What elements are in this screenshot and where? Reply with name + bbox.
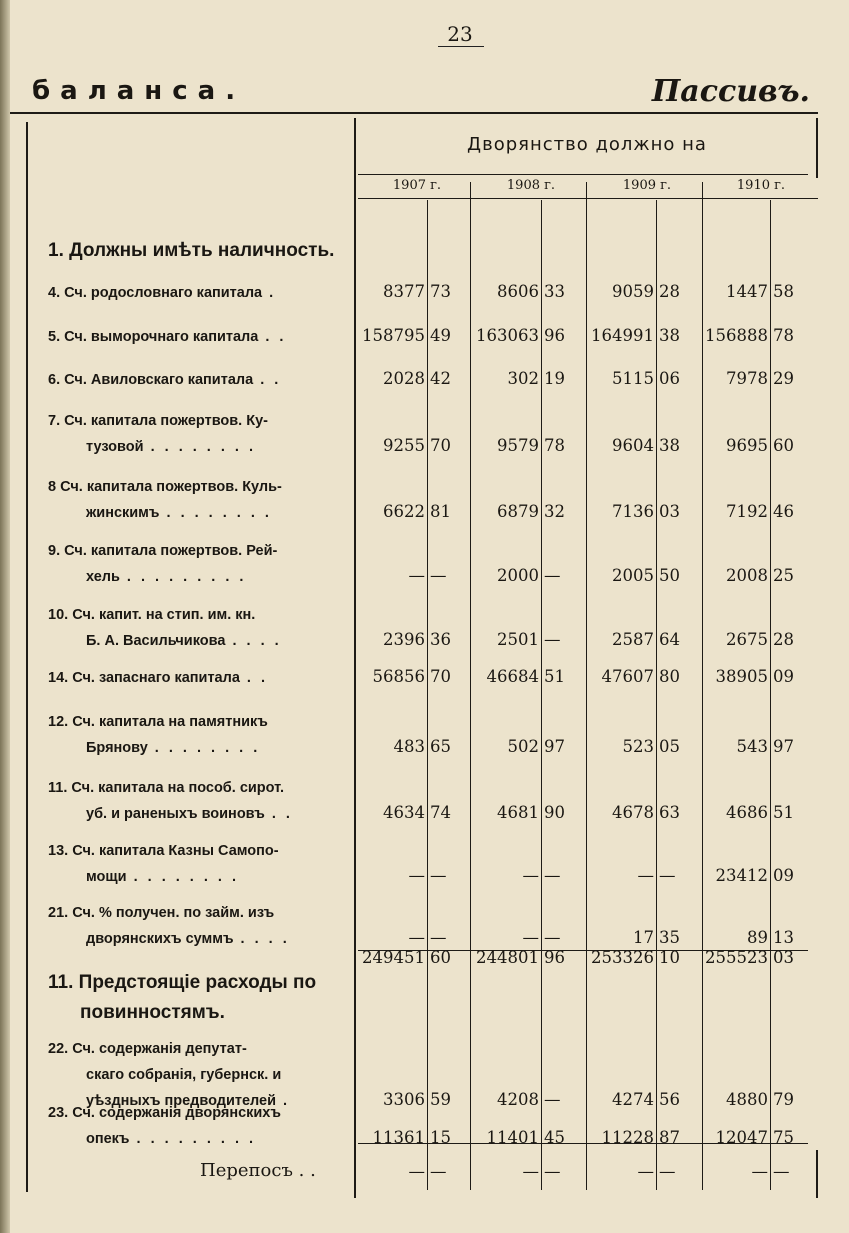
rouble-value: 2501 bbox=[497, 630, 539, 649]
rouble-value: — bbox=[408, 866, 425, 885]
rouble-value: 9604 bbox=[612, 436, 654, 455]
page-edge bbox=[0, 0, 10, 1233]
kopeck-value: 49 bbox=[430, 326, 451, 345]
section-text: Должны имѣть наличность. bbox=[69, 240, 335, 261]
rouble-value: 17 bbox=[633, 928, 654, 947]
kopeck-value: 96 bbox=[544, 948, 565, 967]
kopeck-value: — bbox=[544, 866, 561, 885]
kopeck-value: 13 bbox=[773, 928, 794, 947]
row-number: 4. bbox=[48, 285, 65, 301]
kopeck-value: — bbox=[430, 1162, 447, 1181]
rouble-value: 8606 bbox=[497, 282, 539, 301]
rouble-value: — bbox=[637, 1162, 654, 1181]
leader-dots: . . . . bbox=[225, 633, 282, 649]
row-label-line: жинскимъ . . . . . . . . bbox=[86, 505, 272, 521]
section-text-line2: повинностямъ. bbox=[80, 1002, 225, 1023]
year-rule-top bbox=[358, 174, 808, 175]
row-label bbox=[48, 709, 354, 761]
rouble-value: 163063 bbox=[476, 326, 539, 345]
row-label bbox=[48, 1100, 354, 1152]
kopeck-value: — bbox=[659, 866, 676, 885]
row-label-line: Брянову . . . . . . . . bbox=[86, 740, 261, 756]
rouble-value: 9255 bbox=[383, 436, 425, 455]
rouble-value: 2675 bbox=[726, 630, 768, 649]
year-1910: 1910 г. bbox=[736, 178, 786, 193]
rouble-value: 4208 bbox=[497, 1090, 539, 1109]
section-heading-1 bbox=[48, 236, 354, 266]
rouble-value: 244801 bbox=[476, 948, 539, 967]
leader-dots: . bbox=[262, 285, 277, 301]
rouble-value: 1447 bbox=[726, 282, 768, 301]
row-label bbox=[48, 408, 354, 460]
col-sep bbox=[586, 182, 587, 1190]
kopeck-value: 38 bbox=[659, 326, 680, 345]
kopeck-value: — bbox=[430, 566, 447, 585]
kopeck-value: 65 bbox=[430, 737, 451, 756]
kopeck-value: 03 bbox=[659, 502, 680, 521]
rouble-value: 523 bbox=[622, 737, 654, 756]
rouble-value: 4880 bbox=[726, 1090, 768, 1109]
kopeck-value: 36 bbox=[430, 630, 451, 649]
rouble-value: 6879 bbox=[497, 502, 539, 521]
row-label-line: Сч. выморочнаго капитала . . bbox=[64, 329, 287, 345]
row-label bbox=[48, 900, 354, 952]
row-label-line: хель . . . . . . . . . bbox=[86, 569, 247, 585]
rouble-value: 2396 bbox=[383, 630, 425, 649]
leader-dots: . . . . . . . . . bbox=[129, 1131, 257, 1147]
kopeck-value: 63 bbox=[659, 803, 680, 822]
row-label bbox=[48, 280, 354, 306]
rouble-value: — bbox=[408, 1162, 425, 1181]
row-number: 7. bbox=[48, 413, 65, 429]
row-label-line: уѣздныхъ предводителей . bbox=[86, 1093, 291, 1109]
col-sep bbox=[656, 200, 657, 1190]
row-label-line: мощи . . . . . . . . bbox=[86, 869, 240, 885]
rouble-value: 5115 bbox=[612, 369, 654, 388]
kopeck-value: 70 bbox=[430, 667, 451, 686]
leader-dots: . . . . . . . . bbox=[126, 869, 240, 885]
rouble-value: 47607 bbox=[601, 667, 654, 686]
row-label-line: опекъ . . . . . . . . . bbox=[86, 1131, 257, 1147]
row-number: 12. bbox=[48, 714, 73, 730]
rouble-value: 4678 bbox=[612, 803, 654, 822]
footer-label-text: Перепосъ bbox=[200, 1160, 293, 1181]
rouble-value: 7136 bbox=[612, 502, 654, 521]
rouble-value: — bbox=[522, 1162, 539, 1181]
rouble-value: 11401 bbox=[486, 1128, 539, 1147]
rouble-value: 255523 bbox=[705, 948, 768, 967]
kopeck-value: 45 bbox=[544, 1128, 565, 1147]
kopeck-value: 64 bbox=[659, 630, 680, 649]
row-number: 9. bbox=[48, 543, 65, 559]
kopeck-value: — bbox=[430, 928, 447, 947]
rouble-value: — bbox=[522, 866, 539, 885]
kopeck-value: 19 bbox=[544, 369, 565, 388]
row-label-line: тузовой . . . . . . . . bbox=[86, 439, 257, 455]
kopeck-value: 90 bbox=[544, 803, 565, 822]
kopeck-value: 73 bbox=[430, 282, 451, 301]
kopeck-value: 38 bbox=[659, 436, 680, 455]
page-number-underline bbox=[438, 46, 484, 47]
rouble-value: 9579 bbox=[497, 436, 539, 455]
row-label bbox=[48, 324, 354, 350]
kopeck-value: — bbox=[544, 1090, 561, 1109]
kopeck-value: 50 bbox=[659, 566, 680, 585]
kopeck-value: 03 bbox=[773, 948, 794, 967]
kopeck-value: 78 bbox=[773, 326, 794, 345]
section-text: Предстоящіе расходы по bbox=[78, 972, 317, 993]
kopeck-value: 15 bbox=[430, 1128, 451, 1147]
kopeck-value: 25 bbox=[773, 566, 794, 585]
row-number: 6. bbox=[48, 372, 65, 388]
row-label bbox=[48, 602, 354, 654]
col-sep bbox=[470, 182, 471, 1190]
rouble-value: 249451 bbox=[362, 948, 425, 967]
rouble-value: 46684 bbox=[486, 667, 539, 686]
leader-dots: . . bbox=[239, 670, 269, 686]
leader-dots: . . bbox=[264, 806, 293, 822]
leader-dots: . . bbox=[258, 329, 287, 345]
rouble-value: 56856 bbox=[372, 667, 425, 686]
row-number: 22. bbox=[48, 1041, 73, 1057]
kopeck-value: 51 bbox=[544, 667, 565, 686]
kopeck-value: 96 bbox=[544, 326, 565, 345]
row-label bbox=[48, 838, 354, 890]
col-sep bbox=[541, 200, 542, 1190]
leader-dots: . . . . bbox=[233, 931, 290, 947]
kopeck-value: 60 bbox=[773, 436, 794, 455]
row-label-line: скаго собранія, губернск. и bbox=[86, 1067, 282, 1083]
section-num: 11. bbox=[48, 972, 74, 993]
year-1909: 1909 г. bbox=[622, 178, 672, 193]
kopeck-value: 10 bbox=[659, 948, 680, 967]
kopeck-value: — bbox=[773, 1162, 790, 1181]
kopeck-value: 32 bbox=[544, 502, 565, 521]
kopeck-value: 05 bbox=[659, 737, 680, 756]
kopeck-value: — bbox=[659, 1162, 676, 1181]
rouble-value: 4274 bbox=[612, 1090, 654, 1109]
kopeck-value: 51 bbox=[773, 803, 794, 822]
row-label-line: Сч. капитала Казны Самопо- bbox=[72, 843, 279, 859]
kopeck-value: — bbox=[544, 566, 561, 585]
left-border bbox=[26, 122, 28, 1192]
rouble-value: 2587 bbox=[612, 630, 654, 649]
rouble-value: 4686 bbox=[726, 803, 768, 822]
rouble-value: 2008 bbox=[726, 566, 768, 585]
right-border-top bbox=[816, 118, 818, 178]
rouble-value: 158795 bbox=[362, 326, 425, 345]
table-title: Дворянство должно на bbox=[467, 134, 707, 155]
kopeck-value: 79 bbox=[773, 1090, 794, 1109]
rouble-value: 11361 bbox=[372, 1128, 425, 1147]
footer-label bbox=[200, 1160, 316, 1181]
rouble-value: 38905 bbox=[715, 667, 768, 686]
kopeck-value: 80 bbox=[659, 667, 680, 686]
kopeck-value: 70 bbox=[430, 436, 451, 455]
kopeck-value: 42 bbox=[430, 369, 451, 388]
kopeck-value: 74 bbox=[430, 803, 451, 822]
rouble-value: 9059 bbox=[612, 282, 654, 301]
header-right: Пассивъ. bbox=[651, 74, 810, 109]
kopeck-value: 60 bbox=[430, 948, 451, 967]
row-label-line: Сч. родословнаго капитала . bbox=[64, 285, 277, 301]
header-left: баланса. bbox=[32, 76, 246, 106]
rouble-value: 4634 bbox=[383, 803, 425, 822]
row-label bbox=[48, 775, 354, 827]
rouble-value: 502 bbox=[507, 737, 539, 756]
leader-dots: . bbox=[276, 1093, 291, 1109]
row-number: 5. bbox=[48, 329, 65, 345]
rouble-value: 7978 bbox=[726, 369, 768, 388]
year-rule-bottom bbox=[358, 198, 818, 199]
rouble-value: 483 bbox=[393, 737, 425, 756]
kopeck-value: 58 bbox=[773, 282, 794, 301]
rouble-value: 2000 bbox=[497, 566, 539, 585]
kopeck-value: 59 bbox=[430, 1090, 451, 1109]
row-number: 13. bbox=[48, 843, 73, 859]
kopeck-value: — bbox=[544, 1162, 561, 1181]
row-label bbox=[48, 665, 354, 691]
footer-dots: . . bbox=[292, 1160, 316, 1181]
kopeck-value: 33 bbox=[544, 282, 565, 301]
row-number: 10. bbox=[48, 607, 73, 623]
row-number: 23. bbox=[48, 1105, 73, 1121]
row-label bbox=[48, 538, 354, 590]
rouble-value: — bbox=[522, 928, 539, 947]
rouble-value: 543 bbox=[736, 737, 768, 756]
row-label-line: уб. и раненыхъ воиновъ . . bbox=[86, 806, 293, 822]
kopeck-value: 56 bbox=[659, 1090, 680, 1109]
section-num: 1. bbox=[48, 240, 64, 261]
rouble-value: 6622 bbox=[383, 502, 425, 521]
kopeck-value: — bbox=[544, 630, 561, 649]
rouble-value: 7192 bbox=[726, 502, 768, 521]
leader-dots: . . bbox=[253, 372, 282, 388]
rouble-value: 302 bbox=[507, 369, 539, 388]
row-label-line: Сч. капитала пожертвов. Ку- bbox=[64, 413, 268, 429]
kopeck-value: — bbox=[430, 866, 447, 885]
row-label-line: дворянскихъ суммъ . . . . bbox=[86, 931, 290, 947]
row-label-line: Сч. запаснаго капитала . . bbox=[72, 670, 269, 686]
rouble-value: — bbox=[408, 566, 425, 585]
col-sep bbox=[770, 200, 771, 1190]
row-number: 11. bbox=[48, 780, 72, 796]
row-number: 14. bbox=[48, 670, 73, 686]
rouble-value: — bbox=[637, 866, 654, 885]
col-sep bbox=[427, 200, 428, 1190]
row-label-line: Сч. капит. на стип. им. кн. bbox=[72, 607, 256, 623]
page-number: 23 bbox=[447, 22, 473, 46]
right-border-bottom bbox=[816, 1150, 818, 1198]
year-1907: 1907 г. bbox=[392, 178, 442, 193]
kopeck-value: 35 bbox=[659, 928, 680, 947]
rouble-value: 23412 bbox=[715, 866, 768, 885]
section-heading-2 bbox=[48, 968, 354, 1028]
row-label-line: Сч. капитала пожертвов. Куль- bbox=[60, 479, 282, 495]
row-label bbox=[48, 474, 354, 526]
row-label-line: Сч. капитала пожертвов. Рей- bbox=[64, 543, 278, 559]
rouble-value: 11228 bbox=[601, 1128, 654, 1147]
kopeck-value: 29 bbox=[773, 369, 794, 388]
leader-dots: . . . . . . . . bbox=[147, 740, 261, 756]
label-divider bbox=[354, 118, 356, 1198]
kopeck-value: 46 bbox=[773, 502, 794, 521]
rouble-value: 12047 bbox=[715, 1128, 768, 1147]
year-1908: 1908 г. bbox=[506, 178, 556, 193]
row-label-line: Сч. капитала на пособ. сирот. bbox=[71, 780, 285, 796]
top-rule bbox=[10, 112, 818, 114]
row-label-line: Сч. содержанія депутат- bbox=[72, 1041, 247, 1057]
row-number: 8 bbox=[48, 479, 61, 495]
col-sep bbox=[702, 182, 703, 1190]
row-label-line: Сч. Авиловскаго капитала . . bbox=[64, 372, 282, 388]
leader-dots: . . . . . . . . bbox=[143, 439, 257, 455]
kopeck-value: 75 bbox=[773, 1128, 794, 1147]
kopeck-value: 97 bbox=[773, 737, 794, 756]
rouble-value: 2005 bbox=[612, 566, 654, 585]
kopeck-value: 78 bbox=[544, 436, 565, 455]
rouble-value: 3306 bbox=[383, 1090, 425, 1109]
rouble-value: 2028 bbox=[383, 369, 425, 388]
kopeck-value: 09 bbox=[773, 667, 794, 686]
rouble-value: 4681 bbox=[497, 803, 539, 822]
rouble-value: 156888 bbox=[705, 326, 768, 345]
rouble-value: 89 bbox=[747, 928, 768, 947]
rouble-value: 8377 bbox=[383, 282, 425, 301]
row-number: 21. bbox=[48, 905, 73, 921]
rouble-value: — bbox=[751, 1162, 768, 1181]
row-label bbox=[48, 367, 354, 393]
rouble-value: 253326 bbox=[591, 948, 654, 967]
kopeck-value: 28 bbox=[659, 282, 680, 301]
kopeck-value: 06 bbox=[659, 369, 680, 388]
row-label-line: Б. А. Васильчикова . . . . bbox=[86, 633, 282, 649]
row-label-line: Сч. % получен. по займ. изъ bbox=[72, 905, 275, 921]
kopeck-value: 09 bbox=[773, 866, 794, 885]
row-label-line: Сч. содержанія дворянскихъ bbox=[72, 1105, 281, 1121]
leader-dots: . . . . . . . . . bbox=[119, 569, 247, 585]
kopeck-value: 97 bbox=[544, 737, 565, 756]
kopeck-value: 28 bbox=[773, 630, 794, 649]
kopeck-value: — bbox=[544, 928, 561, 947]
row-label-line: Сч. капитала на памятникъ bbox=[72, 714, 268, 730]
kopeck-value: 81 bbox=[430, 502, 451, 521]
leader-dots: . . . . . . . . bbox=[159, 505, 272, 521]
kopeck-value: 87 bbox=[659, 1128, 680, 1147]
rouble-value: 164991 bbox=[591, 326, 654, 345]
rouble-value: — bbox=[408, 928, 425, 947]
rouble-value: 9695 bbox=[726, 436, 768, 455]
